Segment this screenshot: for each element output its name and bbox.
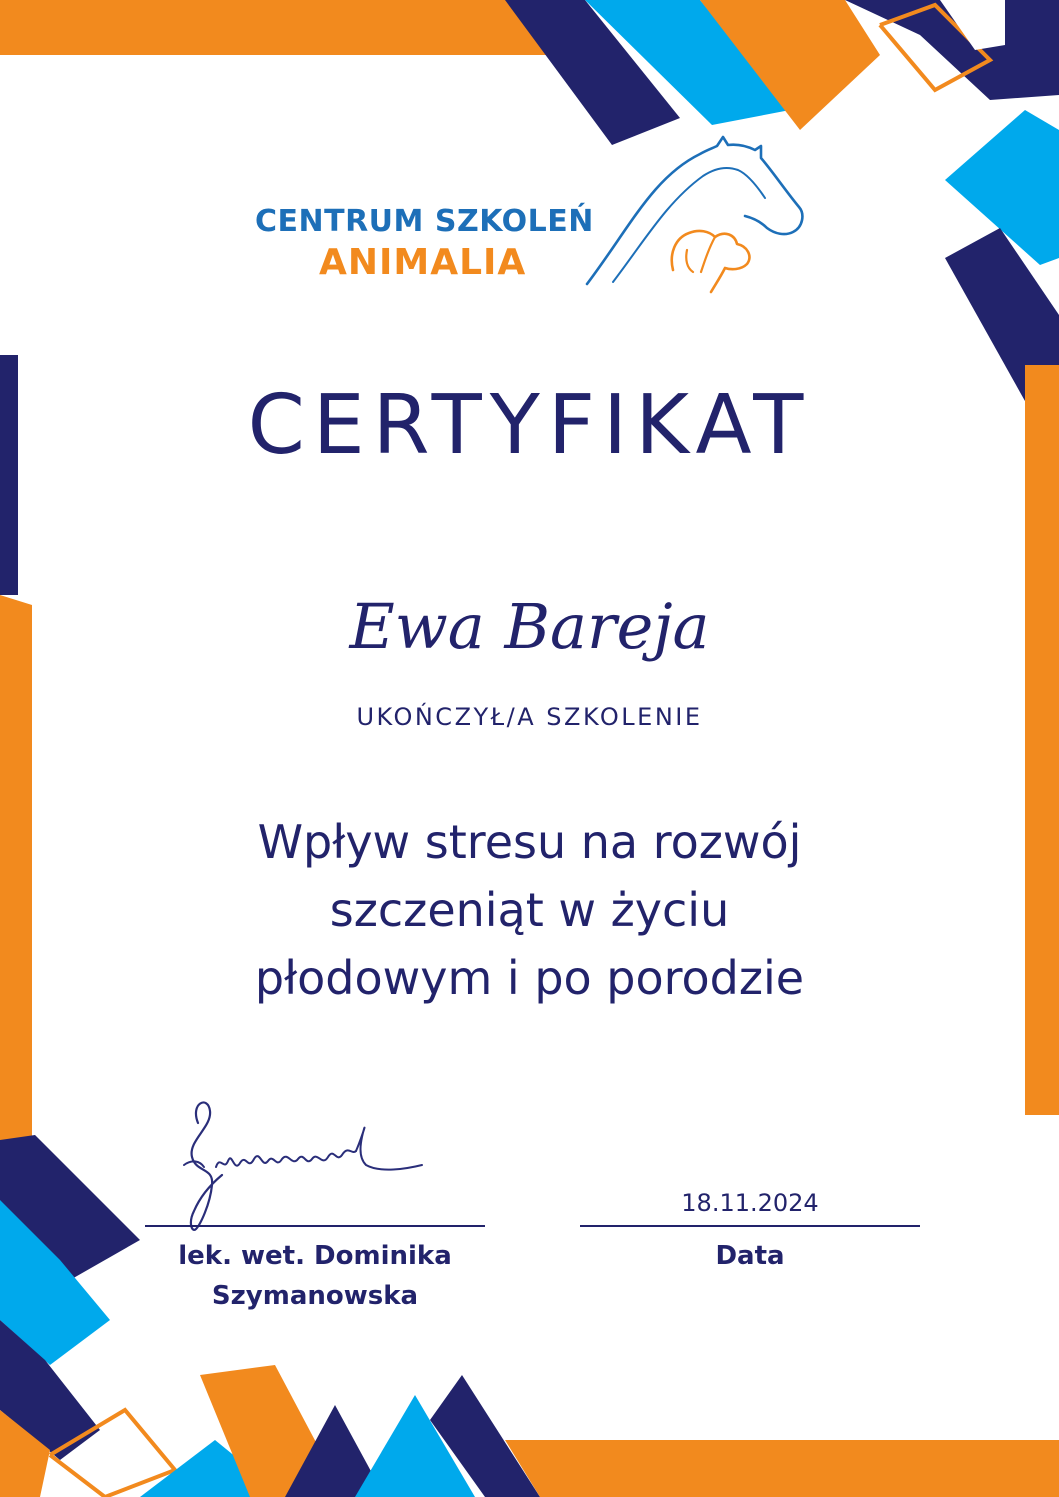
- horse-and-dog-outline-icon: [575, 132, 815, 302]
- date-value: 18.11.2024: [681, 1189, 819, 1217]
- top-orange-bar: [0, 0, 570, 55]
- signer-name-line1: lek. wet. Dominika: [178, 1241, 452, 1271]
- signer-name: [145, 1236, 485, 1316]
- signature-line: [145, 1225, 485, 1227]
- handwritten-signature-icon: [170, 1093, 430, 1233]
- course-title-line: szczeniąt w życiu: [329, 883, 730, 937]
- recipient-name: Ewa Bareja: [349, 590, 710, 663]
- course-title-line: Wpływ stresu na rozwój: [257, 815, 802, 869]
- course-title-line: płodowym i po porodzie: [254, 951, 805, 1005]
- logo: [255, 132, 815, 302]
- date-line: [580, 1225, 920, 1227]
- bottom-orange-bar: [505, 1440, 1059, 1497]
- logo-line1: CENTRUM SZKOLEŃ: [255, 204, 594, 239]
- logo-line2: ANIMALIA: [319, 242, 527, 283]
- course-title: [0, 808, 1059, 1012]
- signer-name-line2: Szymanowska: [211, 1281, 419, 1311]
- date-label: Data: [715, 1241, 785, 1271]
- certificate-title: CERTYFIKAT: [247, 378, 812, 473]
- completed-statement: UKOŃCZYŁ/A SZKOLENIE: [356, 703, 703, 731]
